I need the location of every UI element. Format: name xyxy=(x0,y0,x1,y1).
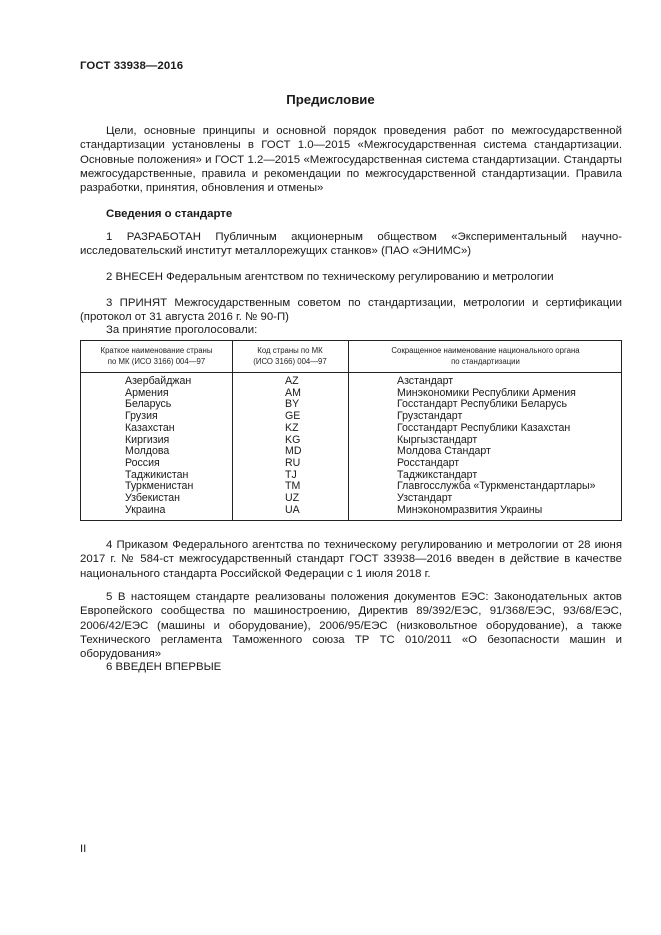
country-cell: Таджикистан xyxy=(125,468,189,481)
country-cell: Казахстан xyxy=(125,421,175,434)
code-cell: AM xyxy=(285,386,301,399)
standards-body-cell: Молдова Стандарт xyxy=(397,445,491,458)
code-cell: GE xyxy=(285,410,301,423)
code-cell: TJ xyxy=(285,468,297,481)
country-cell: Киргизия xyxy=(125,433,170,446)
page-title: Предисловие xyxy=(286,92,375,107)
standards-body-cell: Госстандарт Республики Казахстан xyxy=(397,421,571,434)
voting-table xyxy=(80,340,622,521)
country-column xyxy=(125,376,193,516)
table-divider xyxy=(232,341,233,520)
standards-body-cell: Минэкономики Республики Армения xyxy=(397,386,576,399)
country-cell: Узбекистан xyxy=(125,492,181,505)
item-3-adopted: 3 ПРИНЯТ Межгосударственным советом по стандартизации, метрологии и сертификации (протокол от 31 августа 2016 г. № 90-П) xyxy=(80,297,622,324)
code-cell: KZ xyxy=(285,421,299,434)
standards-body-cell: Азстандарт xyxy=(397,375,454,387)
code-cell: UA xyxy=(285,503,300,516)
item-2-submitted: 2 ВНЕСЕН Федеральным агентством по техническому регулированию и метрологии xyxy=(106,271,554,283)
standards-body-cell: Таджикстандарт xyxy=(397,468,478,481)
item-4-enacted: 4 Приказом Федерального агентства по техническому регулированию и метрологии от 28 июня 2017 г. № 584-ст межгосударственный стандарт ГОСТ 33938—2016 введен в действие в качестве национального стандарта Российской Федерации с 1 июля 2018 г. xyxy=(80,539,622,580)
document-code: ГОСТ 33938—2016 xyxy=(80,60,184,72)
code-cell: UZ xyxy=(285,492,300,505)
page-number: II xyxy=(80,843,87,855)
country-cell: Грузия xyxy=(125,410,158,423)
item-6-introduced: 6 ВВЕДЕН ВПЕРВЫЕ xyxy=(106,661,222,673)
standards-body-column xyxy=(397,376,596,516)
standards-body-cell: Госстандарт Республики Беларусь xyxy=(397,398,567,411)
code-cell: KG xyxy=(285,433,301,446)
country-cell: Россия xyxy=(125,456,160,469)
header-country-code: Код страны по МК (ИСО 3166) 004—97 xyxy=(253,346,327,366)
header-standards-body: Сокращенное наименование национального органа по стандартизации xyxy=(391,346,580,366)
code-cell: MD xyxy=(285,445,302,458)
standards-body-cell: Кыргызстандарт xyxy=(397,433,478,446)
country-cell: Молдова xyxy=(125,445,170,458)
code-column xyxy=(285,376,301,516)
code-cell: AZ xyxy=(285,375,299,387)
header-country: Краткое наименование страны по МК (ИСО 3166) 004—97 xyxy=(100,346,213,366)
code-cell: BY xyxy=(285,398,300,411)
code-cell: RU xyxy=(285,456,301,469)
country-cell: Азербайджан xyxy=(125,375,192,387)
code-cell: TM xyxy=(285,480,301,493)
country-cell: Украина xyxy=(125,503,166,516)
item-1-developed: 1 РАЗРАБОТАН Публичным акционерным обществом «Экспериментальный научно-исследовательский институт металлорежущих станков» (ПАО «ЭНИМС») xyxy=(80,231,622,258)
standards-body-cell: Главгосслужба «Туркменстандартлары» xyxy=(397,480,596,493)
standard-info-heading: Сведения о стандарте xyxy=(106,208,233,220)
table-divider xyxy=(348,341,349,520)
voted-label: За принятие проголосовали: xyxy=(106,324,258,336)
country-cell: Беларусь xyxy=(125,398,172,411)
item-5-directives: 5 В настоящем стандарте реализованы положения документов ЕЭС: Законодательных актов Европейского сообщества по машиностроению, Директив 89/392/ЕЭС, 91/368/ЕЭС, 93/68/ЕЭС, 2006/42/ЕЭС (машины и оборудование), 2006/95/ЕЭС (низковольтное оборудование), а также Технического регламента Таможенного союза ТР ТС 010/2011 «О безопасности машин и оборудования» xyxy=(80,591,622,661)
standards-body-cell: Росстандарт xyxy=(397,456,460,469)
country-cell: Туркменистан xyxy=(125,480,194,493)
standards-body-cell: Минэкономразвития Украины xyxy=(397,503,543,516)
intro-paragraph: Цели, основные принципы и основной порядок проведения работ по межгосударственной стандартизации установлены в ГОСТ 1.0—2015 «Межгосударственная система стандартизации. Основные положения» и ГОСТ 1.2—2015 «Межгосударственная система стандартизации. Стандарты межгосударственные, правила и рекомендации по межгосударственной стандартизации. Правила разработки, принятия, обновления и отмены» xyxy=(80,125,622,195)
standards-body-cell: Грузстандарт xyxy=(397,410,463,423)
table-divider xyxy=(81,372,621,373)
country-cell: Армения xyxy=(125,386,169,399)
standards-body-cell: Узстандарт xyxy=(397,492,453,505)
